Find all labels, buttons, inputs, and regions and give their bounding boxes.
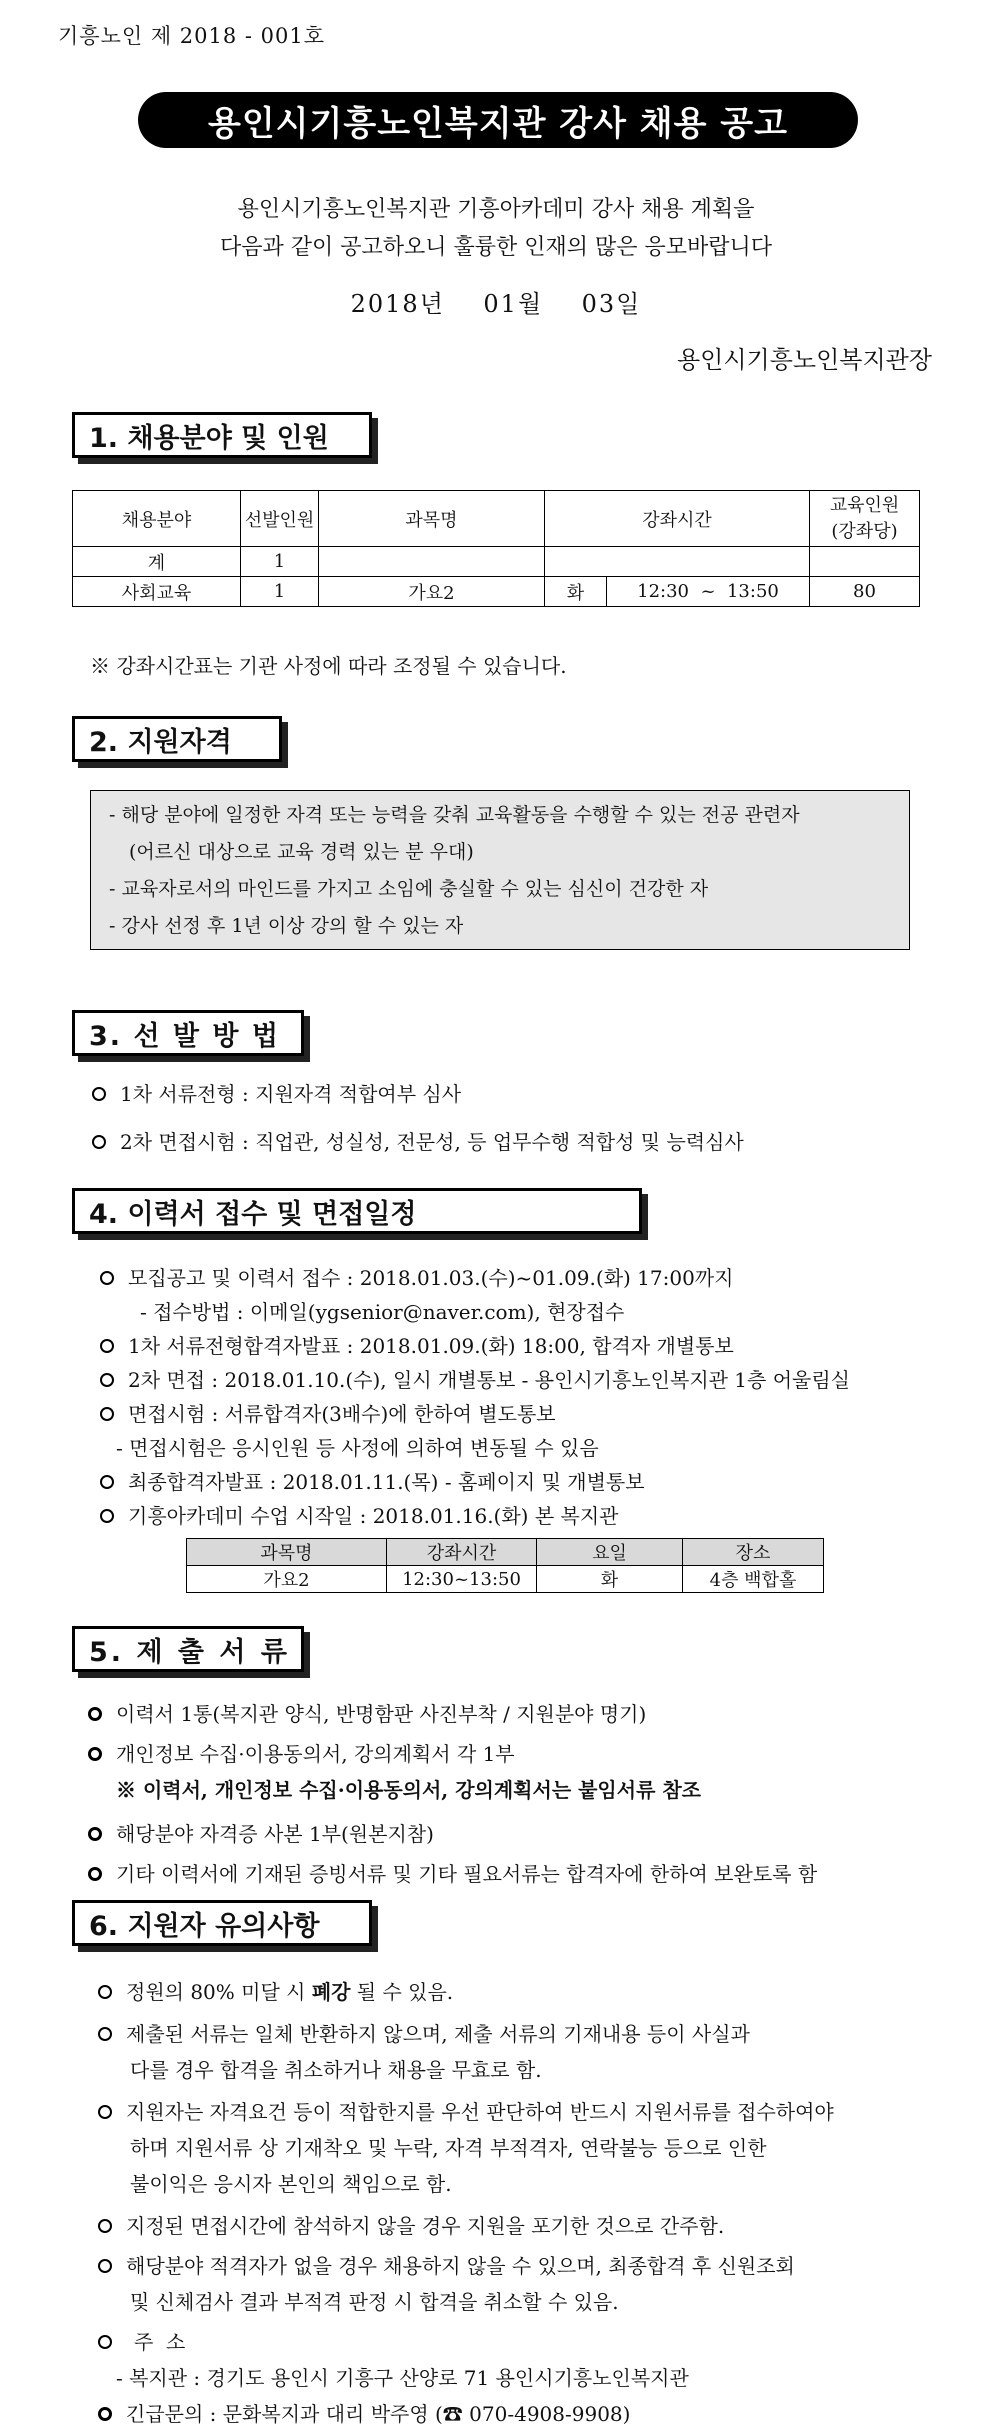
schedule-item: 1차 서류전형합격자발표 : 2018.01.09.(화) 18:00, 합격자 개별통보 — [100, 1330, 734, 1359]
notice-item: 지정된 면접시간에 참석하지 않을 경우 지원을 포기한 것으로 간주함. — [98, 2210, 724, 2239]
circle-bullet-icon — [100, 1373, 114, 1387]
total-label: 계 — [73, 547, 241, 577]
circle-bullet-icon — [98, 2335, 112, 2349]
qualification-item: - 교육자로서의 마인드를 가지고 소임에 충실할 수 있는 심신이 건강한 자 — [109, 878, 709, 900]
qualification-item: (어르신 대상으로 교육 경력 있는 분 우대) — [129, 841, 474, 863]
page-title: 용인시기흥노인복지관 강사 채용 공고 — [138, 92, 858, 148]
schedule-item: 2차 면접 : 2018.01.10.(수), 일시 개별통보 - 용인시기흥노인복지관 1층 어울림실 — [100, 1364, 850, 1393]
th-subject: 과목명 — [319, 491, 545, 547]
th-place: 장소 — [683, 1539, 824, 1566]
schedule-subitem: - 면접시험은 응시인원 등 사정에 의하여 변동될 수 있음 — [116, 1436, 599, 1460]
notice-item-cont: 및 신체검사 결과 부적격 판정 시 합격을 취소할 수 있음. — [130, 2290, 619, 2314]
document-number: 기흥노인 제 2018 - 001호 — [58, 24, 326, 48]
section-heading-5: 5. 제 출 서 류 — [72, 1626, 304, 1672]
document-note: ※ 이력서, 개인정보 수집·이용동의서, 강의계획서는 붙임서류 참조 — [116, 1778, 701, 1802]
th-time: 강좌시간 — [545, 491, 810, 547]
notice-item: 해당분야 적격자가 없을 경우 채용하지 않을 수 있으며, 최종합격 후 신원조회 — [98, 2250, 795, 2279]
schedule-item: 최종합격자발표 : 2018.01.11.(목) - 홈페이지 및 개별통보 — [100, 1466, 645, 1495]
th-count: 선발인원 — [241, 491, 319, 547]
cell-day: 화 — [545, 577, 607, 607]
contact-item: 긴급문의 : 문화복지과 대리 박주영 (☎ 070-4908-9908) — [98, 2398, 630, 2424]
selection-item: 1차 서류전형 : 지원자격 적합여부 심사 — [92, 1078, 461, 1107]
section-heading-1: 1. 채용분야 및 인원 — [72, 412, 372, 458]
circle-bullet-icon — [100, 1271, 114, 1285]
section-heading-3: 3. 선 발 방 법 — [72, 1010, 304, 1056]
circle-bullet-icon — [98, 2105, 112, 2119]
circle-bullet-icon — [100, 1407, 114, 1421]
qualification-item: - 해당 분야에 일정한 자격 또는 능력을 갖춰 교육활동을 수행할 수 있는 전공 관련자 — [109, 804, 800, 826]
schedule-item: 면접시험 : 서류합격자(3배수)에 한하여 별도통보 — [100, 1398, 556, 1427]
recruitment-table — [72, 490, 920, 607]
cell-count: 1 — [241, 577, 319, 607]
cell-time: 12:30~13:50 — [387, 1566, 537, 1593]
notice-item-cont: 불이익은 응시자 본인의 책임으로 함. — [130, 2172, 452, 2196]
schedule-item: 기흥아카데미 수업 시작일 : 2018.01.16.(화) 본 복지관 — [100, 1500, 618, 1529]
address-text: - 복지관 : 경기도 용인시 기흥구 산양로 71 용인시기흥노인복지관 — [116, 2366, 689, 2390]
qualification-item: - 강사 선정 후 1년 이상 강의 할 수 있는 자 — [109, 915, 464, 937]
circle-bullet-icon — [98, 1985, 112, 1999]
circle-bullet-icon — [88, 1707, 102, 1721]
document-item: 기타 이력서에 기재된 증빙서류 및 기타 필요서류는 합격자에 한하여 보완토록 함 — [88, 1858, 817, 1887]
circle-bullet-icon — [100, 1509, 114, 1523]
circle-bullet-icon — [98, 2259, 112, 2273]
notice-item: 제출된 서류는 일체 반환하지 않으며, 제출 서류의 기재내용 등이 사실과 — [98, 2018, 750, 2047]
document-item: 개인정보 수집·이용동의서, 강의계획서 각 1부 — [88, 1738, 515, 1767]
intro-line-2: 다음과 같이 공고하오니 훌륭한 인재의 많은 응모바랍니다 — [219, 235, 772, 260]
notice-item: 정원의 80% 미달 시 폐강 될 수 있음. — [98, 1976, 453, 2005]
total-count: 1 — [241, 547, 319, 577]
circle-bullet-icon — [88, 1867, 102, 1881]
section-heading-4: 4. 이력서 접수 및 면접일정 — [72, 1188, 642, 1234]
circle-bullet-icon — [98, 2027, 112, 2041]
circle-bullet-icon — [92, 1135, 106, 1149]
address-heading: 주 소 — [98, 2326, 185, 2355]
class-schedule-table — [186, 1538, 824, 1593]
circle-bullet-icon — [98, 2219, 112, 2233]
notice-item-cont: 다를 경우 합격을 취소하거나 채용을 무효로 함. — [130, 2058, 542, 2082]
section-heading-6: 6. 지원자 유의사항 — [72, 1900, 372, 1946]
cell-place: 4층 백합홀 — [683, 1566, 824, 1593]
th-time: 강좌시간 — [387, 1539, 537, 1566]
schedule-subitem: - 접수방법 : 이메일(ygsenior@naver.com), 현장접수 — [140, 1300, 625, 1324]
issuer: 용인시기흥노인복지관장 — [676, 346, 932, 374]
th-field: 채용분야 — [73, 491, 241, 547]
cell-subject: 가요2 — [187, 1566, 387, 1593]
th-capacity: 교육인원 (강좌당) — [810, 491, 920, 547]
selection-item: 2차 면접시험 : 직업관, 성실성, 전문성, 등 업무수행 적합성 및 능력심사 — [92, 1126, 744, 1155]
table-note: ※ 강좌시간표는 기관 사정에 따라 조정될 수 있습니다. — [90, 654, 567, 678]
cell-capacity: 80 — [810, 577, 920, 607]
intro-line-1: 용인시기흥노인복지관 기흥아카데미 강사 채용 계획을 — [237, 197, 755, 222]
cell-subject: 가요2 — [319, 577, 545, 607]
document-item: 이력서 1통(복지관 양식, 반명함판 사진부착 / 지원분야 명기) — [88, 1698, 646, 1727]
notice-item: 지원자는 자격요건 등이 적합한지를 우선 판단하여 반드시 지원서류를 접수하여야 — [98, 2096, 834, 2125]
cell-time: 12:30 ~ 13:50 — [607, 577, 810, 607]
circle-bullet-icon — [88, 1827, 102, 1841]
qualifications-box — [90, 790, 910, 950]
circle-bullet-icon — [100, 1339, 114, 1353]
th-day: 요일 — [537, 1539, 683, 1566]
th-subject: 과목명 — [187, 1539, 387, 1566]
circle-bullet-icon — [98, 2407, 112, 2421]
cell-day: 화 — [537, 1566, 683, 1593]
circle-bullet-icon — [88, 1747, 102, 1761]
announcement-date: 2018년 01월 03일 — [350, 290, 642, 318]
section-heading-2: 2. 지원자격 — [72, 716, 282, 762]
cell-field: 사회교육 — [73, 577, 241, 607]
schedule-item: 모집공고 및 이력서 접수 : 2018.01.03.(수)~01.09.(화) 17:00까지 — [100, 1262, 733, 1291]
circle-bullet-icon — [92, 1087, 106, 1101]
circle-bullet-icon — [100, 1475, 114, 1489]
document-item: 해당분야 자격증 사본 1부(원본지참) — [88, 1818, 434, 1847]
notice-item-cont: 하며 지원서류 상 기재착오 및 누락, 자격 부적격자, 연락불능 등으로 인한 — [130, 2136, 767, 2160]
